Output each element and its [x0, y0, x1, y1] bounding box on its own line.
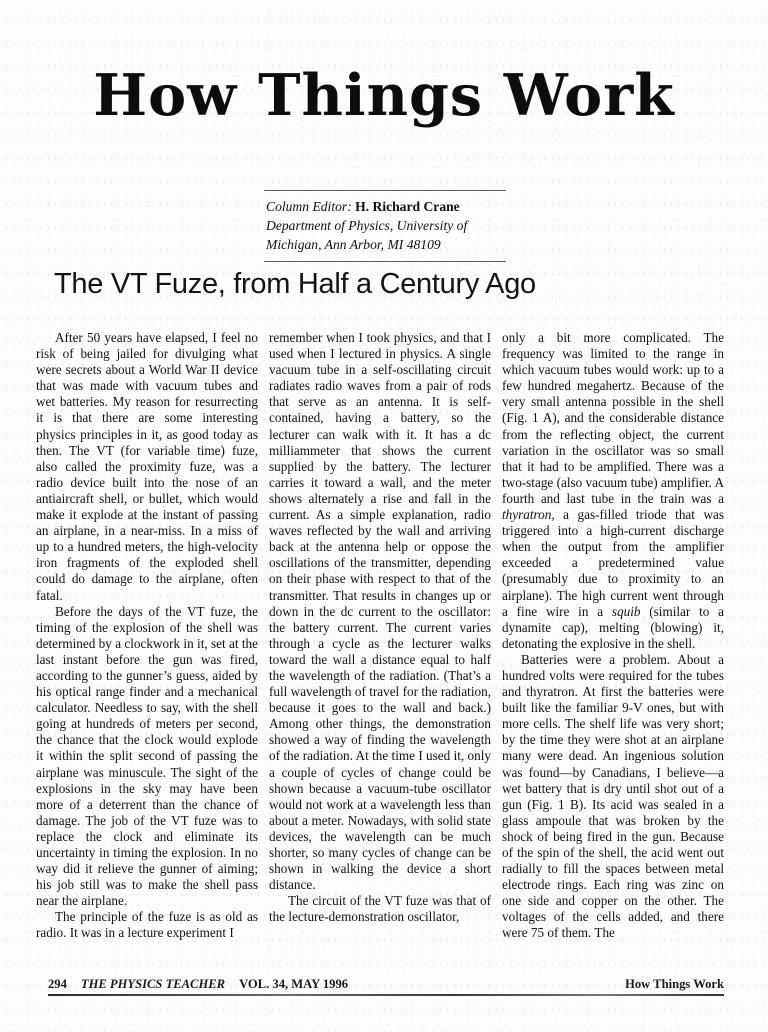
- paragraph: The principle of the fuze is as old as radio. It was in a lecture experiment I: [36, 909, 258, 941]
- paragraph: The circuit of the VT fuze was that of the lecture-demonstration oscillator,: [269, 893, 491, 925]
- editor-name: H. Richard Crane: [355, 199, 460, 214]
- paragraph: Before the days of the VT fuze, the timing of the explosion of the shell was determined by a clockwork in it, set at the last instant before the gun was fired, according to the gunner’s guess, aided by his optical range finder and a mechanical calculator. Needless to say, with the shell going at hundreds of meters per second, the chance that the clock would explode it within the split second of passing the airplane was minuscule. The sight of the explosions in the sky may have been more of a deterrent than the chance of damage. The job of the VT fuze was to replace the clock and eliminate its uncertainty in timing the explosion. In no way did it relieve the gunner of aiming; his job still was to make the shell pass near the airplane.: [36, 603, 258, 909]
- paragraph: only a bit more complicated. The frequency was limited to the range in which vacuum tubes would work: up to a few hundred megahertz. Because of the very small antenna possible in the shell (Fig. 1 A), and the considerable distance from the reflecting object, the current variation in the oscillator was so small that it had to be amplified. There was a two-stage (also vacuum tube) amplifier. A fourth and last tube in the train was a thyratron, a gas-filled triode that was triggered into a high-current discharge when the output from the amplifier exceeded a predetermined value (presumably due to proximity to an airplane). The high current went through a fine wire in a squib (similar to a dynamite cap), melting (blowing) it, detonating the explosive in the shell.: [502, 330, 724, 651]
- editor-line: [266, 197, 504, 216]
- text-column-2: [269, 330, 491, 950]
- volume-date: VOL. 34, MAY 1996: [239, 977, 349, 991]
- footer-left-group: [48, 977, 348, 992]
- editor-affiliation-line-1: Department of Physics, University of: [266, 218, 468, 233]
- page-footer: [48, 977, 724, 992]
- paragraph: After 50 years have elapsed, I feel no risk of being jailed for divulging what were secrets about a World War II device that was made with vacuum tubes and wet batteries. My reason for resurrecting it is that there are some interesting physics principles in it, as good today as then. The VT (for variable time) fuze, also called the proximity fuze, was a radio device built into the nose of an antiaircraft shell, or bullet, which would make it explode at the instant of passing an airplane, in a near-miss. In a miss of up to a hundred meters, the high-velocity iron fragments of the exploded shell could do damage to the airplane, often fatal.: [36, 330, 258, 603]
- editor-affiliation-line-2: Michigan, Ann Arbor, MI 48109: [266, 237, 441, 252]
- editor-block: [264, 190, 506, 262]
- text-column-3: [502, 330, 724, 950]
- editor-label: Column Editor:: [266, 199, 352, 214]
- journal-name: THE PHYSICS TEACHER: [80, 977, 226, 991]
- footer-rule: [48, 994, 724, 996]
- text-column-1: [36, 330, 258, 950]
- paragraph: Batteries were a problem. About a hundred volts were required for the tubes and thyratron. At first the batteries were built like the familiar 9-V ones, but with more cells. The shelf life was very short; by the time they were shot at an airplane many were dead. An ingenious solution was found—by Canadians, I believe—a wet battery that is dry until shot out of a gun (Fig. 1 B). Its acid was sealed in a glass ampoule that was broken by the shock of being fired in the gun. Because of the spin of the shell, the acid went out radially to fill the spaces between metal electrode rings. Each ring was zinc on one side and copper on the other. The voltages of the cells added, and there were 75 of them. The: [502, 651, 724, 941]
- running-title: How Things Work: [625, 977, 724, 991]
- page-number: 294: [48, 977, 67, 991]
- article-title: The VT Fuze, from Half a Century Ago: [54, 268, 536, 300]
- paragraph: remember when I took physics, and that I used when I lectured in physics. A single vacuum tube in a self-oscillating circuit radiates radio waves from a pair of rods that serve as an antenna. It is self-contained, having a battery, so the lecturer can walk with it. It has a dc milliammeter that shows the current supplied by the battery. The lecturer carries it toward a wall, and the meter shows alternately a rise and fall in the current. As a simple explanation, radio waves reflected by the wall and arriving back at the antenna help or oppose the oscillations of the transmitter, depending on their phase with respect to that of the transmitter. That results in changes up or down in the dc current to the oscillator: the battery current. The current varies through a cycle as the lecturer walks toward the wall a distance equal to half the wavelength of the radiation. (That’s a full wavelength of travel for the radiation, because it goes to the wall and back.) Among other things, the demonstration showed a way of finding the wavelength of the radiation. At the time I used it, only a couple of cycles of change could be shown because a vacuum-tube oscillator would not work at a wavelength less than about a meter. Nowadays, with solid state devices, the wavelength can be much shorter, so many cycles of change can be shown in walking the device a short distance.: [269, 330, 491, 893]
- column-banner-title: How Things Work: [93, 62, 675, 129]
- article-body: [36, 330, 724, 950]
